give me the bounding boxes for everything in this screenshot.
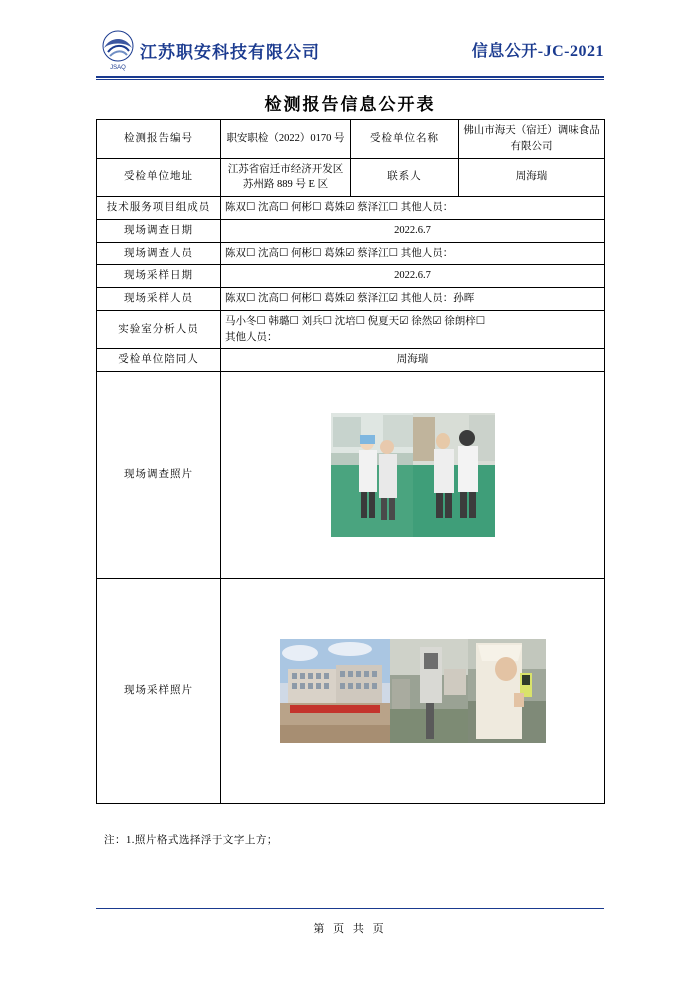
table-row bbox=[97, 242, 605, 265]
table-row bbox=[97, 120, 605, 159]
page-title: 检测报告信息公开表 bbox=[264, 95, 436, 114]
company-logo-icon bbox=[96, 28, 140, 72]
survey-photos-cell bbox=[221, 372, 605, 579]
sampling-staff-value: 陈双☐ 沈高☐ 何彬☐ 葛姝☑ 蔡泽江☑ 其他人员：孙晖 bbox=[221, 288, 605, 311]
lab-staff-value bbox=[221, 310, 605, 349]
report-no-value: 职安职检（2022）0170 号 bbox=[221, 120, 351, 159]
sampling-photos-row bbox=[97, 579, 605, 804]
sampling-date-label: 现场采样日期 bbox=[97, 265, 221, 288]
sampling-staff-label: 现场采样人员 bbox=[97, 288, 221, 311]
document-code: 信息公开-JC-2021 bbox=[471, 43, 604, 60]
header-divider-thin bbox=[96, 79, 604, 80]
survey-date-label: 现场调查日期 bbox=[97, 219, 221, 242]
client-addr-label: 受检单位地址 bbox=[97, 158, 221, 197]
survey-date-value: 2022.6.7 bbox=[221, 219, 605, 242]
header-divider bbox=[96, 76, 604, 78]
table-row bbox=[97, 288, 605, 311]
document-header bbox=[96, 26, 604, 76]
footnote: 注：1.照片格式选择浮于文字上方； bbox=[104, 835, 278, 846]
survey-photo-2 bbox=[413, 413, 495, 537]
table-row bbox=[97, 349, 605, 372]
sampling-photos-cell bbox=[221, 579, 605, 804]
table-row bbox=[97, 310, 605, 349]
contact-label: 联系人 bbox=[351, 158, 459, 197]
client-name-label: 受检单位名称 bbox=[351, 120, 459, 159]
team-label: 技术服务项目组成员 bbox=[97, 197, 221, 220]
escort-label: 受检单位陪同人 bbox=[97, 349, 221, 372]
team-value: 陈双☐ 沈高☐ 何彬☐ 葛姝☑ 蔡泽江☐ 其他人员： bbox=[221, 197, 605, 220]
sampling-photos-label: 现场采样照片 bbox=[97, 579, 221, 804]
client-addr-value: 江苏省宿迁市经济开发区苏州路 889 号 E 区 bbox=[221, 158, 351, 197]
table-row bbox=[97, 219, 605, 242]
survey-staff-label: 现场调查人员 bbox=[97, 242, 221, 265]
survey-staff-value: 陈双☐ 沈高☐ 何彬☐ 葛姝☑ 蔡泽江☐ 其他人员： bbox=[221, 242, 605, 265]
company-name: 江苏职安科技有限公司 bbox=[140, 43, 320, 62]
svg-text:JSAQ: JSAQ bbox=[110, 65, 126, 71]
table-row bbox=[97, 265, 605, 288]
sampling-photo-2 bbox=[390, 639, 468, 743]
table-row bbox=[97, 158, 605, 197]
lab-staff-line-2: 其他人员： bbox=[225, 331, 278, 343]
survey-photos-row bbox=[97, 372, 605, 579]
sampling-date-value: 2022.6.7 bbox=[221, 265, 605, 288]
client-name-value: 佛山市海天（宿迁）调味食品有限公司 bbox=[459, 120, 605, 159]
escort-value: 周海瑞 bbox=[221, 349, 605, 372]
survey-photos-label: 现场调查照片 bbox=[97, 372, 221, 579]
sampling-photo-1 bbox=[280, 639, 390, 743]
report-no-label: 检测报告编号 bbox=[97, 120, 221, 159]
lab-staff-line-1: 马小冬☐ 韩璐☐ 刘兵☐ 沈培☐ 倪夏天☑ 徐然☑ 徐朗梓☐ bbox=[225, 315, 486, 327]
footer-divider bbox=[96, 908, 604, 909]
survey-photo-1 bbox=[331, 413, 413, 537]
report-info-table bbox=[96, 119, 605, 804]
table-row bbox=[97, 197, 605, 220]
lab-staff-label: 实验室分析人员 bbox=[97, 310, 221, 349]
page-number: 第 页 共 页 bbox=[313, 923, 387, 935]
contact-value: 周海瑞 bbox=[459, 158, 605, 197]
sampling-photo-3 bbox=[468, 639, 546, 743]
